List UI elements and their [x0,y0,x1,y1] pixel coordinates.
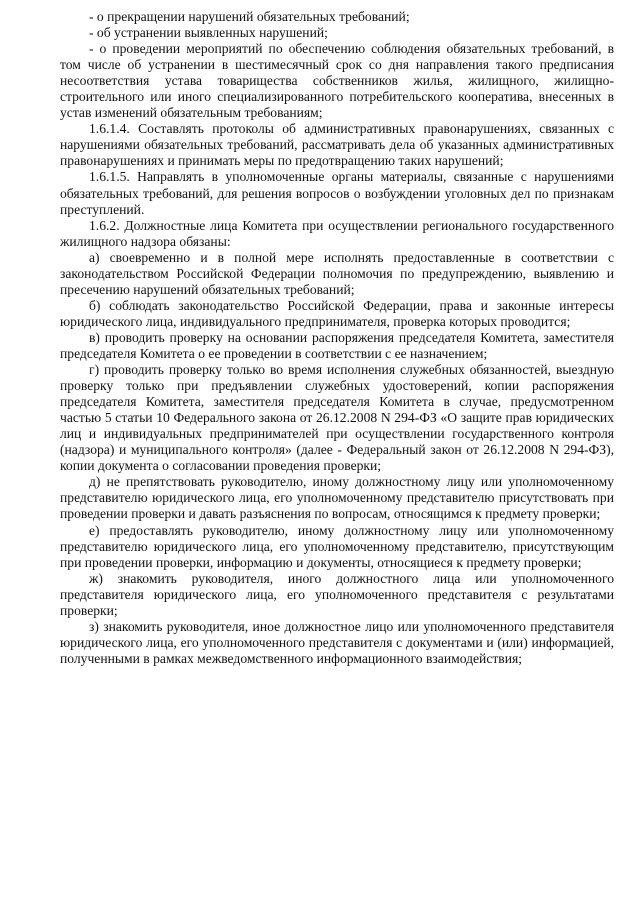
paragraph-item-a: а) своевременно и в полной мере исполнять предоставленные в соответствии с законодательством Российской Федерации полномочия по предупреждению, выявлению и пресечению нарушений обязательных требований; [60,249,614,297]
paragraph-item-v: в) проводить проверку на основании распоряжения председателя Комитета, заместителя председателя Комитета о ее проведении в соответствии с ее назначением; [60,329,614,361]
paragraph-item-e: е) предоставлять руководителю, иному должностному лицу или уполномоченному представителю юридического лица, его уполномоченному представителю, присутствующим при проведении проверки, информацию и документы, относящиеся к предмету проверки; [60,522,614,570]
paragraph-bullet-measures: - о проведении мероприятий по обеспечению соблюдения обязательных требований, в том числе об устранении в шестимесячный срок со дня направления такого предписания несоответствия устава товарищества собственников жилья, жилищного, жилищно-строительного или иного специализированного потребительского кооператива, внесенных в устав изменений обязательным требованиям; [60,41,614,121]
paragraph-item-zh: ж) знакомить руководителя, иного должностного лица или уполномоченного представителя юридического лица, его уполномоченного представителя с результатами проверки; [60,570,614,618]
paragraph-bullet-elimination: - об устранении выявленных нарушений; [89,25,328,41]
paragraph-item-d: д) не препятствовать руководителю, иному должностному лицу или уполномоченному представителю юридического лица, его уполномоченному представителю присутствовать при проведении проверки и давать разъяснения по вопросам, относящимся к предмету проверки; [60,474,614,522]
paragraph-item-g: г) проводить проверку только во время исполнения служебных обязанностей, выездную проверку только при предъявлении служебных удостоверений, копии распоряжения председателя Комитета, заместителя председателя Комитета в случае, предусмотренном частью 5 статьи 10 Федерального закона от 26.12.2008 N 294-ФЗ «О защите прав юридических лиц и индивидуальных предпринимателей при осуществлении государственного контроля (надзора) и муниципального контроля» (далее - Федеральный закон от 26.12.2008 N 294-ФЗ), копии документа о согласовании проведения проверки; [60,362,614,474]
paragraph-1-6-1-5: 1.6.1.5. Направлять в уполномоченные органы материалы, связанные с нарушениями обязательных требований, для решения вопросов о возбуждении уголовных дел по признакам преступлений. [60,169,614,217]
paragraph-bullet-cessation: - о прекращении нарушений обязательных требований; [89,9,410,24]
document-body [60,9,614,667]
paragraph-1-6-1-4: 1.6.1.4. Составлять протоколы об административных правонарушениях, связанных с нарушениями обязательных требований, рассматривать дела об указанных административных правонарушениях и принимать меры по предотвращению таких нарушений; [60,121,614,169]
paragraph-item-b: б) соблюдать законодательство Российской Федерации, права и законные интересы юридического лица, индивидуального предпринимателя, проверка которых проводится; [60,297,614,329]
paragraph-item-z: з) знакомить руководителя, иное должностное лицо или уполномоченного представителя юридического лица, его уполномоченного представителя с документами и (или) информацией, полученными в рамках межведомственного информационного взаимодействия; [60,618,614,666]
paragraph-1-6-2: 1.6.2. Должностные лица Комитета при осуществлении регионального государственного жилищного надзора обязаны: [60,217,614,249]
